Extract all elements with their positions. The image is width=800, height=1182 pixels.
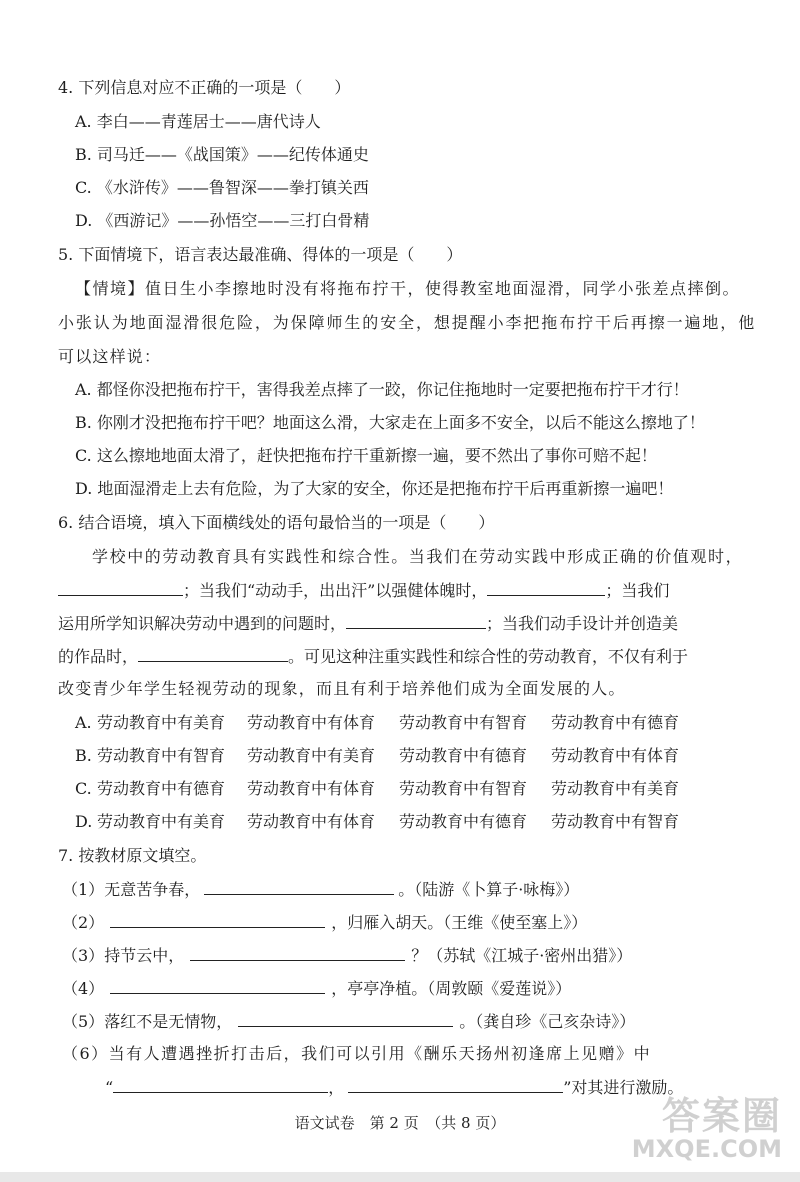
q5-option-c: C. 这么擦地地面太滑了，赶快把拖布拧干重新擦一遍，要不然出了事你可赔不起！ <box>75 446 657 465</box>
q7-item-6-blanks: “ ， ”对其进行激励。 <box>105 1078 684 1097</box>
fill-blank[interactable] <box>346 613 486 629</box>
q4-option-a: A. 李白——青莲居士——唐代诗人 <box>75 112 321 131</box>
q4-option-c: C. 《水浒传》——鲁智深——拳打镇关西 <box>75 178 369 197</box>
q7-stem: 7. 按教材原文填空。 <box>58 846 207 865</box>
q4-option-b: B. 司马迁——《战国策》——纪传体通史 <box>75 145 369 164</box>
q6-passage-line: 学校中的劳动教育具有实践性和综合性。当我们在劳动实践中形成正确的价值观时， <box>92 547 744 566</box>
q7-item-1: （1）无意苦争春， 。（陆游《卜算子·咏梅》） <box>62 880 580 899</box>
fill-blank[interactable] <box>138 646 288 662</box>
q6-passage-line: 改变青少年学生轻视劳动的现象，而且有利于培养他们成为全面发展的人。 <box>58 679 626 698</box>
fill-blank[interactable] <box>110 912 325 928</box>
q5-context-line: 【情境】值日生小李擦地时没有将拖布拧干，使得教室地面湿滑，同学小张差点摔倒。 <box>75 279 741 298</box>
page-bottom-edge <box>0 1172 800 1182</box>
q7-item-6: （6）当有人遭遇挫折打击后，我们可以引用《酬乐天扬州初逢席上见赠》中 <box>62 1044 652 1063</box>
q7-item-3: （3）持节云中， ？（苏轼《江城子·密州出猎》） <box>62 946 633 965</box>
q6-option-a: A. 劳动教育中有美育 劳动教育中有体育 劳动教育中有智育 劳动教育中有德育 <box>75 713 680 732</box>
q7-item-2: （2） ，归雁入胡天。（王维《使至塞上》） <box>62 913 588 932</box>
q6-passage-line: 运用所学知识解决劳动中遇到的问题时， ；当我们动手设计并创造美 <box>58 614 679 633</box>
fill-blank[interactable] <box>348 1077 563 1093</box>
fill-blank[interactable] <box>110 978 325 994</box>
q6-passage-line: ；当我们“动动手，出出汗”以强健体魄时， ；当我们 <box>58 580 669 600</box>
page-footer: 语文试卷 第 2 页 （共 8 页） <box>294 1114 506 1132</box>
q5-option-a: A. 都怪你没把拖布拧干，害得我差点摔了一跤，你记住拖地时一定要把拖布拧干才行！ <box>75 380 689 399</box>
q5-stem: 5. 下面情境下，语言表达最准确、得体的一项是（ ） <box>58 245 463 264</box>
q7-item-4: （4） ，亭亭净植。（周敦颐《爱莲说》） <box>62 979 572 998</box>
q5-context-line: 可以这样说： <box>58 347 162 366</box>
fill-blank[interactable] <box>113 1077 328 1093</box>
fill-blank[interactable] <box>238 1011 453 1027</box>
watermark-logo: 答案圈 MXQE.COM <box>631 1094 782 1163</box>
fill-blank[interactable] <box>190 945 405 961</box>
q5-option-b: B. 你刚才没把拖布拧干吧？地面这么滑，大家走在上面多不安全，以后不能这么擦地了！ <box>75 413 705 432</box>
q5-context-line: 小张认为地面湿滑很危险，为保障师生的安全，想提醒小李把拖布拧干后再擦一遍地，他 <box>58 313 757 332</box>
q4-option-d: D. 《西游记》——孙悟空——三打白骨精 <box>75 211 370 230</box>
q6-stem: 6. 结合语境，填入下面横线处的语句最恰当的一项是（ ） <box>58 513 495 532</box>
q5-option-d: D. 地面湿滑走上去有危险，为了大家的安全，你还是把拖布拧干后再重新擦一遍吧！ <box>75 479 674 498</box>
q6-passage-line: 的作品时， 。可见这种注重实践性和综合性的劳动教育，不仅有利于 <box>58 647 689 666</box>
q4-stem: 4. 下列信息对应不正确的一项是（ ） <box>58 78 351 97</box>
q6-option-b: B. 劳动教育中有智育 劳动教育中有美育 劳动教育中有德育 劳动教育中有体育 <box>75 746 680 765</box>
fill-blank[interactable] <box>58 580 183 596</box>
q6-option-d: D. 劳动教育中有美育 劳动教育中有体育 劳动教育中有德育 劳动教育中有智育 <box>75 812 680 831</box>
fill-blank[interactable] <box>204 879 394 895</box>
fill-blank[interactable] <box>487 580 605 596</box>
q6-option-c: C. 劳动教育中有德育 劳动教育中有体育 劳动教育中有智育 劳动教育中有美育 <box>75 779 680 798</box>
q7-item-5: （5）落红不是无情物， 。（龚自珍《己亥杂诗》） <box>62 1012 636 1031</box>
